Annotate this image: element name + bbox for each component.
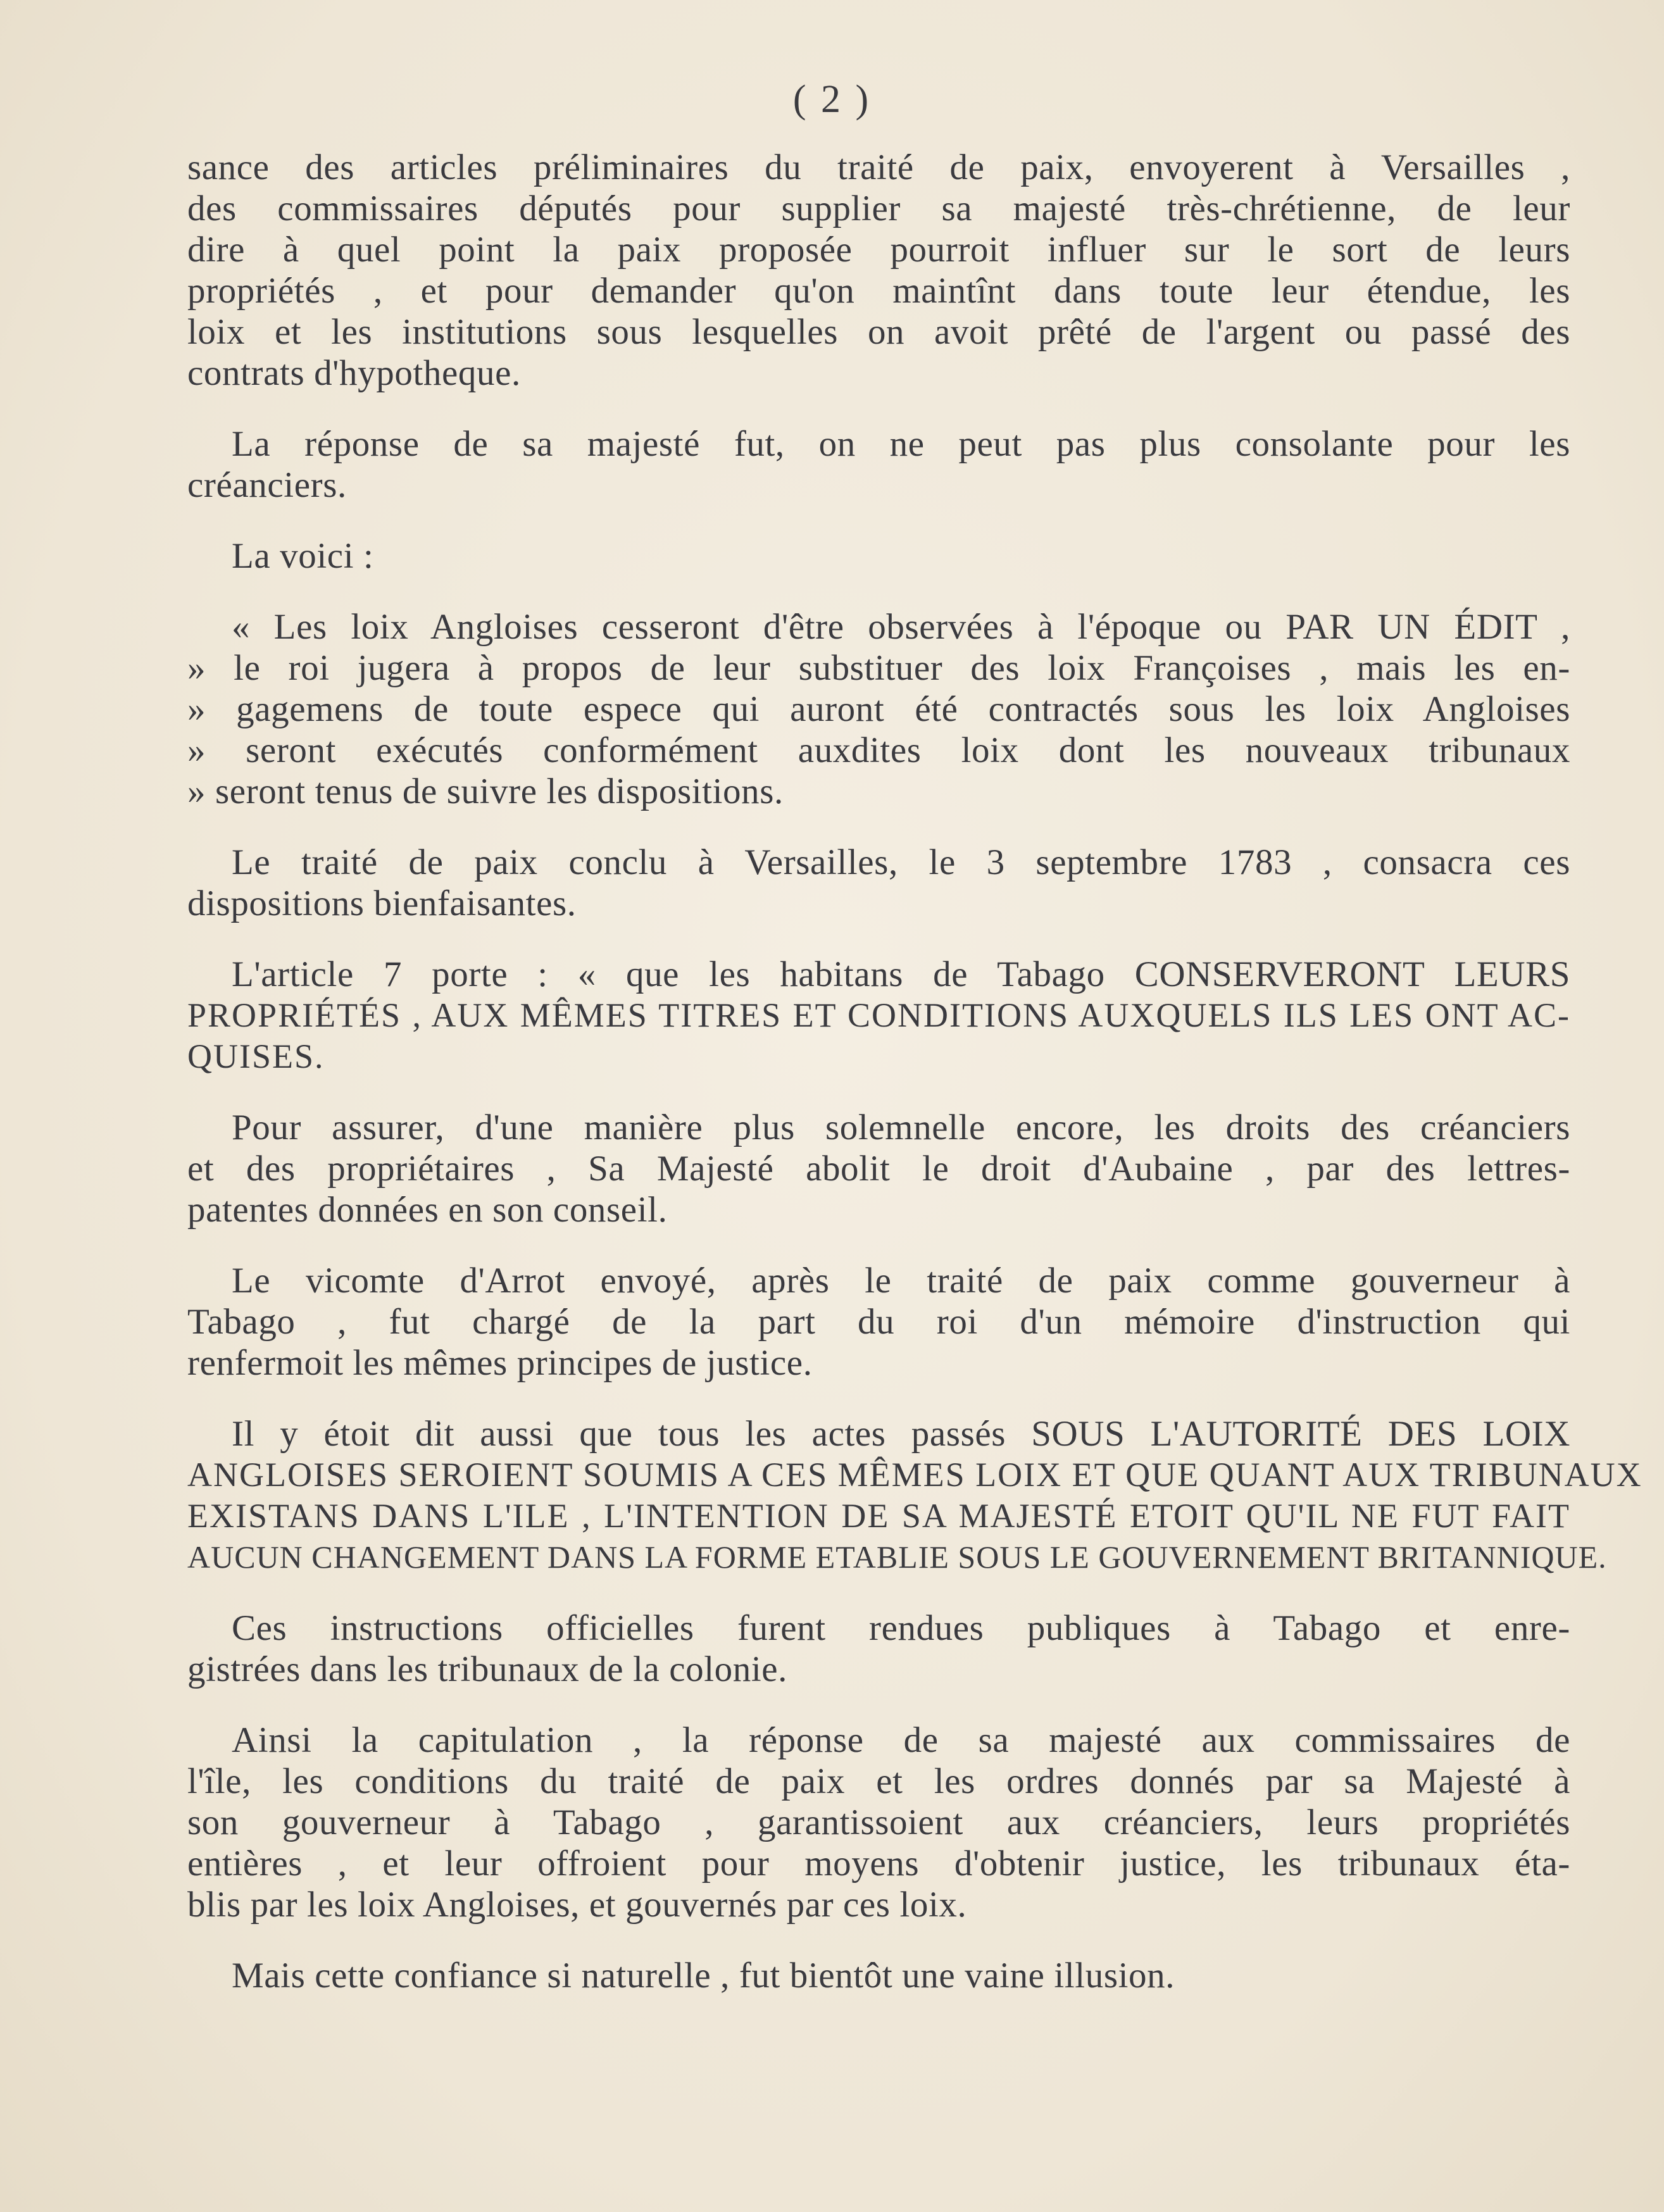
text-line: EXISTANS DANS L'ILE , L'INTENTION DE SA MAJESTÉ ETOIT QU'IL NE FUT FAIT — [187, 1497, 1570, 1535]
text-line: « Les loix Angloises cesseront d'être observées à l'époque ou PAR UN ÉDIT , — [232, 607, 1570, 647]
text-line: sance des articles préliminaires du traité de paix, envoyerent à Versailles , — [187, 147, 1570, 187]
text-line: dispositions bienfaisantes. — [187, 884, 577, 923]
text-line: renfermoit les mêmes principes de justice. — [187, 1343, 813, 1383]
text-line: patentes données en son conseil. — [187, 1190, 668, 1230]
paragraph — [187, 535, 1570, 577]
text-line: loix et les institutions sous lesquelles on avoit prêté de l'argent ou passé des — [187, 312, 1570, 352]
text-line: Pour assurer, d'une manière plus solemnelle encore, les droits des créanciers — [232, 1108, 1570, 1147]
paragraph — [187, 1260, 1570, 1384]
text-line: contrats d'hypotheque. — [187, 353, 521, 393]
page-number: ( 2 ) — [792, 78, 872, 121]
text-line: ANGLOISES SEROIENT SOUMIS A CES MÊMES LOIX ET QUE QUANT AUX TRIBUNAUX — [187, 1456, 1642, 1494]
text-line: et des propriétaires , Sa Majesté abolit le droit d'Aubaine , par des lettres- — [187, 1149, 1570, 1189]
paragraph — [187, 147, 1570, 394]
quotation — [187, 606, 1570, 812]
text-line: » seront tenus de suivre les dispositions. — [187, 772, 784, 811]
text-line: » le roi jugera à propos de leur substituer des loix Françoises , mais les en- — [187, 648, 1570, 688]
text-line: La réponse de sa majesté fut, on ne peut pas plus consolante pour les — [232, 424, 1570, 464]
text-line: son gouverneur à Tabago , garantissoient aux créanciers, leurs propriétés — [187, 1803, 1570, 1842]
paragraph — [187, 1107, 1570, 1230]
text-line: AUCUN CHANGEMENT DANS LA FORME ETABLIE SOUS LE GOUVERNEMENT BRITANNIQUE. — [187, 1539, 1607, 1575]
text-line: Le vicomte d'Arrot envoyé, après le traité de paix comme gouverneur à — [232, 1261, 1570, 1301]
paragraph — [187, 842, 1570, 924]
text-line: PROPRIÉTÉS , AUX MÊMES TITRES ET CONDITIONS AUXQUELS ILS LES ONT AC- — [187, 996, 1570, 1034]
paragraph — [187, 1955, 1570, 1996]
paragraph — [187, 1608, 1570, 1690]
text-line: Tabago , fut chargé de la part du roi d'un mémoire d'instruction qui — [187, 1302, 1570, 1342]
body-text — [187, 147, 1642, 1996]
text-line: Ces instructions officielles furent rendues publiques à Tabago et enre- — [232, 1608, 1570, 1648]
text-line: l'île, les conditions du traité de paix et les ordres donnés par sa Majesté à — [187, 1761, 1570, 1801]
paragraph — [187, 1413, 1642, 1578]
text-line: L'article 7 porte : « que les habitans de Tabago CONSERVERONT LEURS — [232, 954, 1570, 994]
text-line: Le traité de paix conclu à Versailles, le 3 septembre 1783 , consacra ces — [232, 842, 1570, 882]
text-line: gistrées dans les tribunaux de la colonie. — [187, 1649, 788, 1689]
text-line: entières , et leur offroient pour moyens d'obtenir justice, les tribunaux éta- — [187, 1844, 1570, 1884]
text-line: Il y étoit dit aussi que tous les actes passés SOUS L'AUTORITÉ DES LOIX — [232, 1414, 1570, 1454]
text-line: » gagemens de toute espece qui auront été contractés sous les loix Angloises — [187, 689, 1570, 729]
text-line: Mais cette confiance si naturelle , fut bientôt une vaine illusion. — [232, 1956, 1175, 1996]
text-line: propriétés , et pour demander qu'on maintînt dans toute leur étendue, les — [187, 271, 1570, 311]
paragraph — [187, 954, 1570, 1077]
text-line: dire à quel point la paix proposée pourroit influer sur le sort de leurs — [187, 230, 1570, 270]
text-line: QUISES. — [187, 1037, 325, 1075]
paragraph — [187, 423, 1570, 506]
text-line: des commissaires députés pour supplier sa majesté très-chrétienne, de leur — [187, 189, 1570, 228]
text-line: blis par les loix Angloises, et gouvernés par ces loix. — [187, 1885, 967, 1925]
text-line: La voici : — [232, 536, 374, 576]
text-line: » seront exécutés conformément auxdites loix dont les nouveaux tribunaux — [187, 730, 1570, 770]
paragraph — [187, 1720, 1570, 1925]
text-line: créanciers. — [187, 465, 347, 505]
text-line: Ainsi la capitulation , la réponse de sa majesté aux commissaires de — [232, 1720, 1570, 1760]
